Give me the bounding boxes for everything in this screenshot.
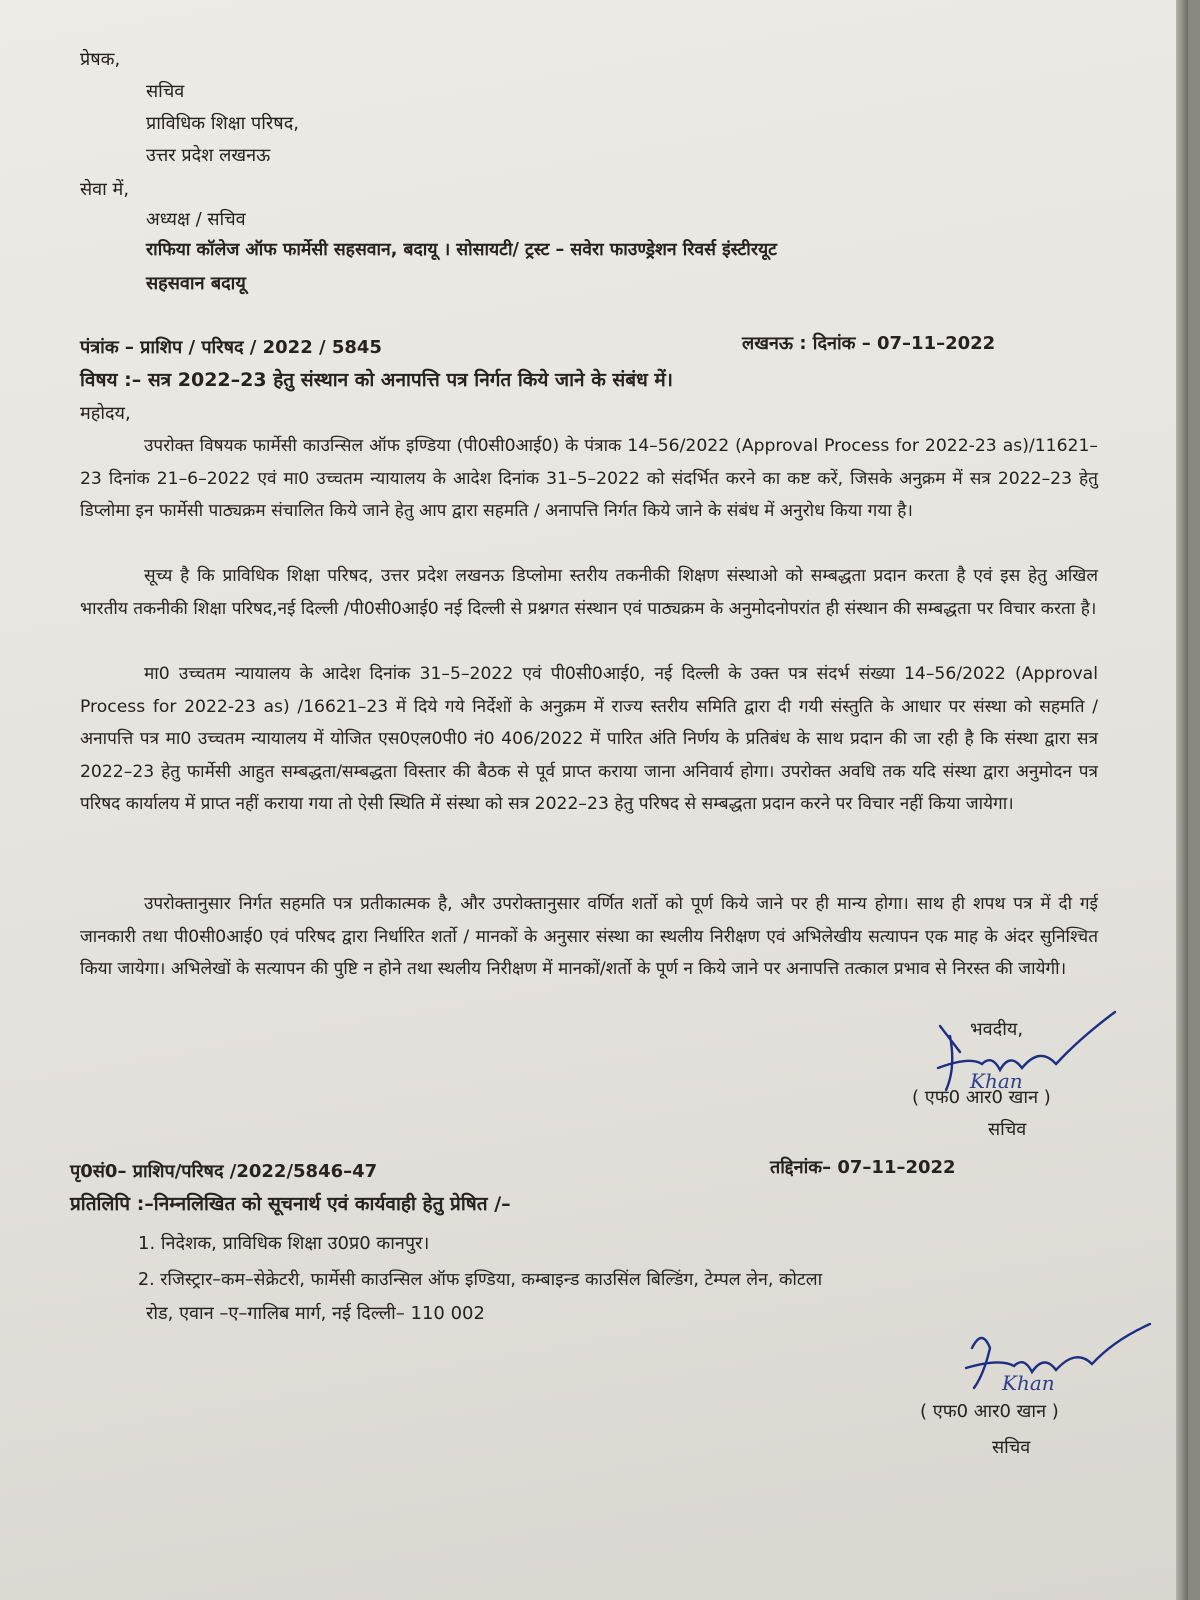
reference-date: लखनऊ : दिनांक – 07–11–2022 bbox=[742, 333, 996, 354]
copy-signatory-title: सचिव bbox=[992, 1437, 1031, 1458]
from-line-organisation: प्राविधिक शिक्षा परिषद, bbox=[146, 113, 299, 134]
copy-item-2-continued: रोड, एवान –ए–गालिब मार्ग, नई दिल्ली– 110 002 bbox=[146, 1303, 485, 1324]
signature-1 bbox=[930, 1008, 1130, 1098]
body-paragraph-2: सूच्य है कि प्राविधिक शिक्षा परिषद, उत्तर प्रदेश लखनऊ डिप्लोमा स्तरीय तकनीकी शिक्षण संस्थाओ को सम्बद्धता प्रदान करता है एवं इस हेतु अखिल भारतीय तकनीकी शिक्षा परिषद,नई दिल्ली /पी0सी0आई0 नई दिल्ली से प्रश्नगत संस्थान एवं पाठ्यक्रम के अनुमोदनोपरांत ही संस्थान की सम्बद्धता पर विचार करता है। bbox=[80, 566, 1098, 619]
subject-line: विषय :– सत्र 2022–23 हेतु संस्थान को अनापत्ति पत्र निर्गत किये जाने के संबंध में। bbox=[80, 369, 673, 391]
copy-reference-date: तद्दिनांक– 07–11–2022 bbox=[770, 1157, 956, 1178]
copy-reference-number: पृ0सं0– प्राशिप/परिषद /2022/5846–47 bbox=[70, 1161, 378, 1182]
signature-1-mark: Khan bbox=[970, 1069, 1023, 1093]
to-designation: अध्यक्ष / सचिव bbox=[146, 209, 246, 230]
from-line-place: उत्तर प्रदेश लखनऊ bbox=[146, 145, 271, 166]
reference-number: पंत्रांक – प्राशिप / परिषद / 2022 / 5845 bbox=[80, 337, 382, 358]
copy-item-2: 2. रजिस्ट्रार–कम–सेक्रेटरी, फार्मेसी काउन्सिल ऑफ इण्डिया, कम्बाइन्ड काउसिंल बिल्डिंग, टेम्पल लेन, कोटला bbox=[138, 1270, 823, 1290]
body-paragraph-4: उपरोक्तानुसार निर्गत सहमति पत्र प्रतीकात्मक है, और उपरोक्तानुसार वर्णित शर्तो को पूर्ण किये जाने पर ही मान्य होगा। साथ ही शपथ पत्र में दी गई जानकारी तथा पी0सी0आई0 एवं परिषद द्वारा निर्धारित शर्तो / मानकों के अनुसार संस्था का स्थलीय निरीक्षण एवं अभिलेखीय सत्यापन एक माह के अंदर सुनिश्चित किया जायेगा। अभिलेखों के सत्यापन की पुष्टि न होने तथा स्थलीय निरीक्षण में मानकों/शर्तो के पूर्ण न किये जाने पर अनापत्ति तत्काल प्रभाव से निरस्त की जायेगी। bbox=[80, 894, 1098, 980]
page-shadow-edge bbox=[1176, 0, 1188, 1600]
from-line-designation: सचिव bbox=[146, 81, 185, 102]
body-paragraph-3: मा0 उच्चतम न्यायालय के आदेश दिनांक 31–5–2022 एवं पी0सी0आई0, नई दिल्ली के उक्त पत्र संदर्भ संख्या 14–56/2022 (Approval Process for 2022-23 as) /16621–23 में दिये गये निर्देशों के अनुक्रम में राज्य स्तरीय समिति द्वारा दी गयी संस्तुति के आधार पर संस्था को सहमति / अनापत्ति पत्र मा0 उच्चतम न्यायालय में योजित एस0एल0पी0 नं0 406/2022 में पारित अंति निर्णय के प्रतिबंध के साथ प्रदान की जा रही है कि संस्था द्वारा सत्र 2022–23 हेतु फार्मेसी आहुत सम्बद्धता/सम्बद्धता विस्तार की बैठक से पूर्व प्राप्त कराया जाना अनिवार्य होगा। उपरोक्त अवधि तक यदि संस्था द्वारा अनुमोदन पत्र परिषद कार्यालय में प्राप्त नहीं कराया गया तो ऐसी स्थिति में संस्था को सत्र 2022–23 हेतु परिषद से सम्बद्धता प्रदान करने पर विचार नहीं किया जायेगा। bbox=[80, 664, 1098, 815]
signature-2 bbox=[960, 1318, 1160, 1398]
closing: भवदीय, bbox=[970, 1019, 1024, 1040]
to-institution: राफिया कॉलेज ऑफ फार्मेसी सहसवान, बदायू । सोसायटी/ ट्रस्ट – सवेरा फाउण्ड्रेशन रिवर्स इंस्टीरयूट bbox=[146, 240, 777, 260]
copy-item-1: 1. निदेशक, प्राविधिक शिक्षा उ0प्र0 कानपुर। bbox=[138, 1233, 430, 1254]
to-place: सहसवान बदायू bbox=[146, 273, 246, 294]
signature-2-mark: Khan bbox=[1002, 1371, 1055, 1395]
body-paragraph-1: उपरोक्त विषयक फार्मेसी काउन्सिल ऑफ इण्डिया (पी0सी0आई0) के पंत्राक 14–56/2022 (Approval Process for 2022-23 as)/11621–23 दिनांक 21–6–2022 एवं मा0 उच्चतम न्यायालय के आदेश दिनांक 31–5–2022 को संदर्भित करने का कष्ट करें, जिसके अनुक्रम में सत्र 2022–23 हेतु डिप्लोमा इन फार्मेसी पाठ्यक्रम संचालित किये जाने हेतु आप द्वारा सहमति / अनापत्ति निर्गत किये जाने के संबंध में अनुरोध किया गया है। bbox=[80, 436, 1098, 522]
salutation: महोदय, bbox=[80, 403, 131, 424]
copy-heading: प्रतिलिपि :–निम्नलिखित को सूचनार्थ एवं कार्यवाही हेतु प्रेषित /– bbox=[70, 1193, 511, 1215]
to-label: सेवा में, bbox=[80, 179, 130, 200]
signatory-name: ( एफ0 आर0 खान ) bbox=[912, 1087, 1051, 1108]
from-label: प्रेषक, bbox=[80, 49, 121, 70]
copy-signatory-name: ( एफ0 आर0 खान ) bbox=[920, 1401, 1059, 1422]
signatory-title: सचिव bbox=[988, 1119, 1027, 1140]
